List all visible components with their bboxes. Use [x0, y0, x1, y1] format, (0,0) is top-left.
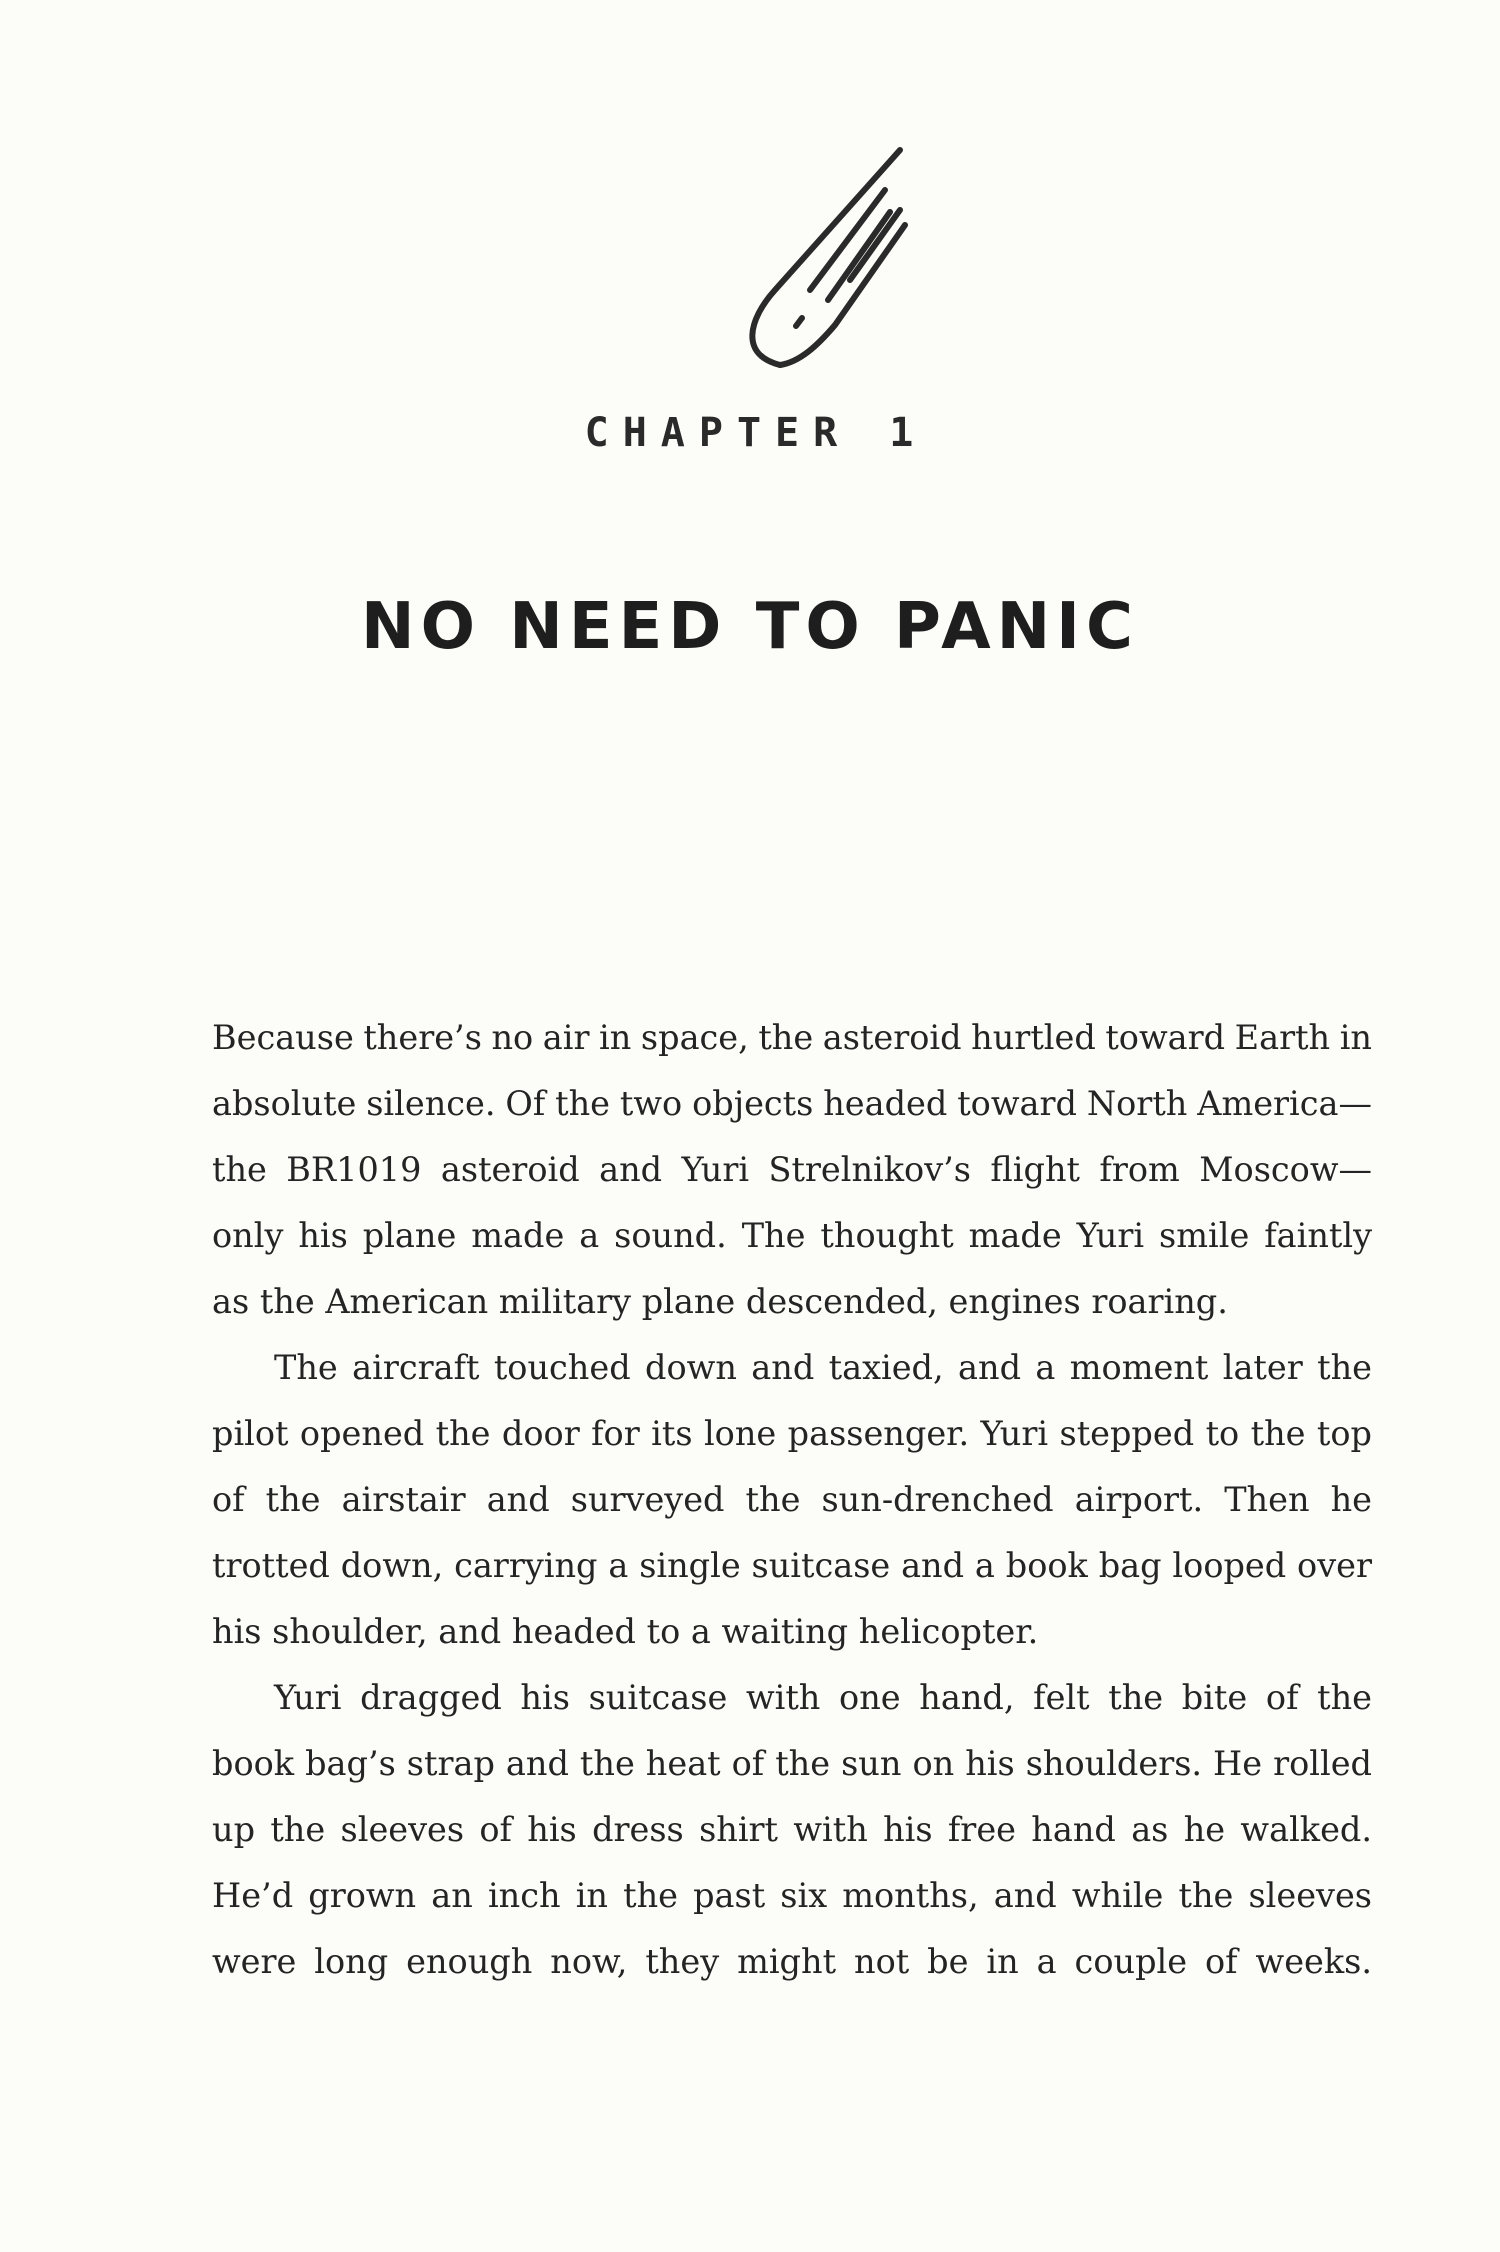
text-line: of the airstair and surveyed the sun-drenched airport. Then he [212, 1480, 1372, 1519]
text-line: absolute silence. Of the two objects headed toward North America— [212, 1084, 1372, 1123]
text-line: Because there’s no air in space, the asteroid hurtled toward Earth in [212, 1018, 1372, 1057]
chapter-body [212, 1005, 1372, 1995]
text-line: the BR1019 asteroid and Yuri Strelnikov’s flight from Moscow— [212, 1150, 1372, 1189]
chapter-title: NO NEED TO PANIC [361, 590, 1139, 664]
text-line: only his plane made a sound. The thought made Yuri smile faintly [212, 1216, 1372, 1255]
text-line: his shoulder, and headed to a waiting helicopter. [212, 1612, 1039, 1651]
text-line: up the sleeves of his dress shirt with his free hand as he walked. [212, 1810, 1372, 1849]
comet-icon [700, 140, 960, 400]
text-line: were long enough now, they might not be in a couple of weeks. [212, 1942, 1372, 1981]
chapter-number: CHAPTER 1 [584, 410, 928, 456]
text-line: as the American military plane descended, engines roaring. [212, 1282, 1228, 1321]
text-line: Yuri dragged his suitcase with one hand, felt the bite of the [274, 1678, 1372, 1717]
text-line: The aircraft touched down and taxied, and a moment later the [274, 1348, 1372, 1387]
text-line: book bag’s strap and the heat of the sun on his shoulders. He rolled [212, 1744, 1372, 1783]
text-line: He’d grown an inch in the past six months, and while the sleeves [212, 1876, 1372, 1915]
text-line: trotted down, carrying a single suitcase and a book bag looped over [212, 1546, 1372, 1585]
text-line: pilot opened the door for its lone passenger. Yuri stepped to the top [212, 1414, 1372, 1453]
